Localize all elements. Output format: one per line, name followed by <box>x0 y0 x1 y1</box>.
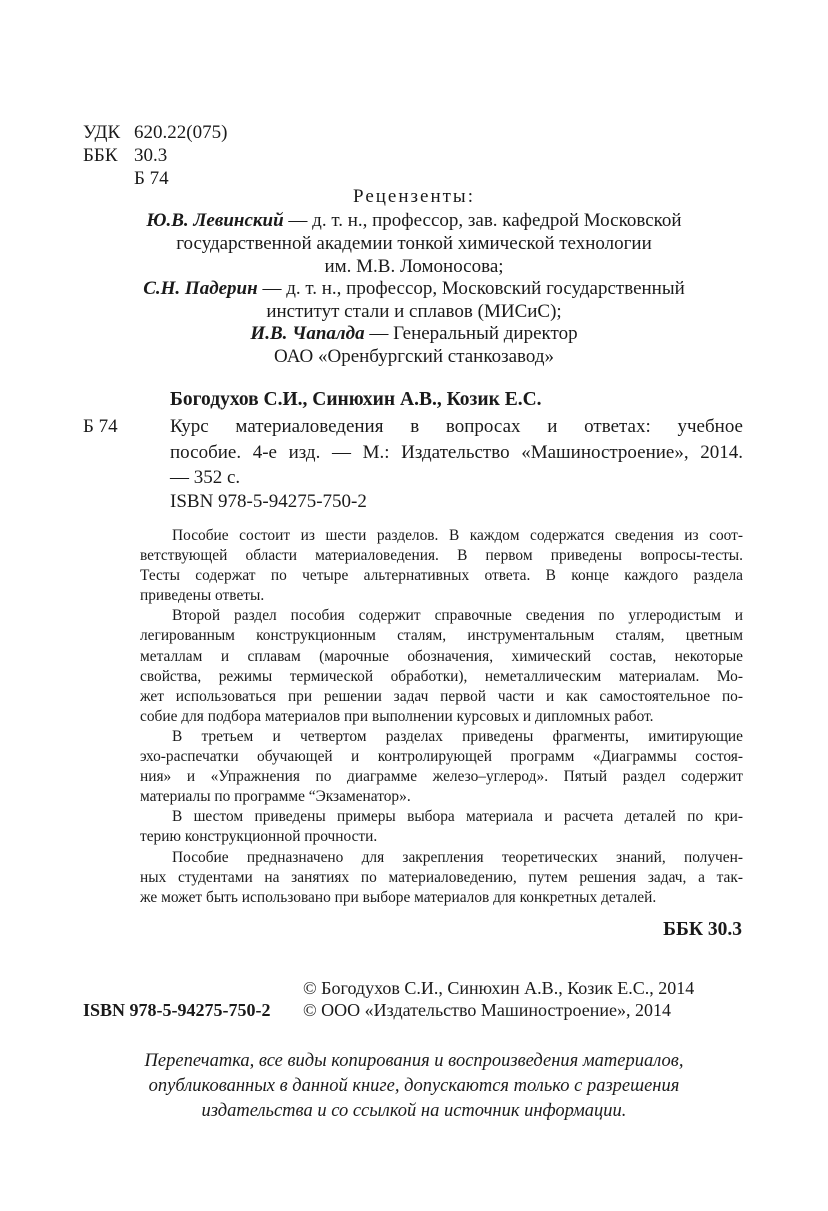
reviewer-line <box>100 277 728 300</box>
classification-value: 620.22(075) <box>134 122 228 143</box>
reviewer-line <box>100 300 728 323</box>
annotation-line: ветствующей области материаловедения. В первом приведены вопросы-тесты. <box>140 547 743 565</box>
reviewer-text: институт стали и сплавов (МИСиС); <box>266 301 562 322</box>
copyright-line: © Богодухов С.И., Синюхин А.В., Козик Е.С., 2014 <box>303 978 695 998</box>
reviewer-line <box>100 255 728 278</box>
annotation-line: металлам и сплавам (марочные обозначения, химический состав, некоторые <box>140 647 743 665</box>
annotation-line: материалы по программе “Экзаменатор». <box>140 788 411 806</box>
reviewer-text: ОАО «Оренбургский станкозавод» <box>273 346 555 367</box>
reviewer-text: — Генеральный директор <box>364 323 578 344</box>
reprint-notice-line: Перепечатка, все виды копирования и воспроизведения материалов, <box>144 1051 684 1071</box>
annotation-line: Пособие состоит из шести разделов. В каждом содержатся сведения из соот- <box>172 527 743 544</box>
reviewer-name: И.В. Чапалда <box>250 323 365 344</box>
annotation-line: легированным конструкционным сталям, инструментальным сталям, цветным <box>140 627 743 645</box>
annotation-line: Тесты содержат по четыре альтернативных ответа. В конце каждого раздела <box>140 567 743 585</box>
reviewers-title: Рецензенты: <box>353 186 475 207</box>
annotation-line: свойства, режимы термической обработки), неметаллическим материалам. Мо- <box>140 667 743 685</box>
reprint-notice-line: издательства и со ссылкой на источник информации. <box>201 1101 627 1121</box>
annotation-line: же может быть использовано при выборе материалов для конкретных деталей. <box>140 888 657 906</box>
annotation-line: Второй раздел пособия содержит справочные сведения по углеродистым и <box>172 607 743 625</box>
reviewer-line <box>100 232 728 255</box>
annotation-line: приведены ответы. <box>140 587 265 605</box>
reviewer-line <box>100 209 728 232</box>
reviewer-name: Ю.В. Левинский <box>146 210 284 231</box>
author-mark: Б 74 <box>83 416 118 437</box>
book-authors: Богодухов С.И., Синюхин А.В., Козик Е.С. <box>170 389 542 410</box>
reviewer-name: С.Н. Падерин <box>143 278 258 299</box>
classification-value: Б 74 <box>134 168 169 189</box>
annotation-line: собие для подбора материалов при выполнении курсовых и дипломных работ. <box>140 707 654 725</box>
annotation-line: жет использоваться при решении задач первой части и как самостоятельное по- <box>140 687 743 705</box>
bbk-code: ББК 30.3 <box>663 919 742 940</box>
copyright-isbn: ISBN 978-5-94275-750-2 <box>83 1000 271 1020</box>
reviewer-line <box>100 322 728 345</box>
reviewer-line <box>100 345 728 368</box>
classification-key: ББК <box>83 145 118 166</box>
classification-block <box>83 121 227 190</box>
annotation-line: эхо-распечатки обучающей и контролирующей программ «Диаграммы состоя- <box>140 748 743 766</box>
reviewer-text: государственной академии тонкой химической технологии <box>176 233 652 254</box>
reviewer-text: — д. т. н., профессор, Московский государственный <box>257 278 685 299</box>
annotation-line: ния» и «Упражнения по диаграмме железо–углерод». Пятый раздел содержит <box>140 768 743 786</box>
annotation-line: Пособие предназначено для закрепления теоретических знаний, получен- <box>172 848 743 866</box>
annotation <box>140 526 743 908</box>
annotation-line: терию конструкционной прочности. <box>140 828 378 846</box>
reviewer-text: им. М.В. Ломоносова; <box>324 256 504 277</box>
classification-key: УДК <box>83 122 121 143</box>
copyright-line: © ООО «Издательство Машиностроение», 2014 <box>303 1000 672 1020</box>
classification-row-bbk <box>83 144 227 167</box>
book-description <box>170 414 743 491</box>
annotation-line: ных студентами на занятиях по материаловедению, путем решения задач, а так- <box>140 868 743 886</box>
book-description-line: Курс материаловедения в вопросах и ответах: учебное <box>170 416 743 437</box>
annotation-line: В третьем и четвертом разделах приведены фрагменты, имитирующие <box>172 727 743 745</box>
book-description-line: — 352 с. <box>170 467 241 488</box>
book-description-line: пособие. 4-е изд. — М.: Издательство «Машиностроение», 2014. <box>170 441 743 463</box>
annotation-line: В шестом приведены примеры выбора материала и расчета деталей по кри- <box>172 808 743 826</box>
book-isbn: ISBN 978-5-94275-750-2 <box>170 491 367 512</box>
reprint-notice-line: опубликованных в данной книге, допускаются только с разрешения <box>148 1076 680 1096</box>
classification-value: 30.3 <box>134 145 168 166</box>
classification-row-udk <box>83 121 227 144</box>
reviewer-text: — д. т. н., профессор, зав. кафедрой Московской <box>283 210 682 231</box>
